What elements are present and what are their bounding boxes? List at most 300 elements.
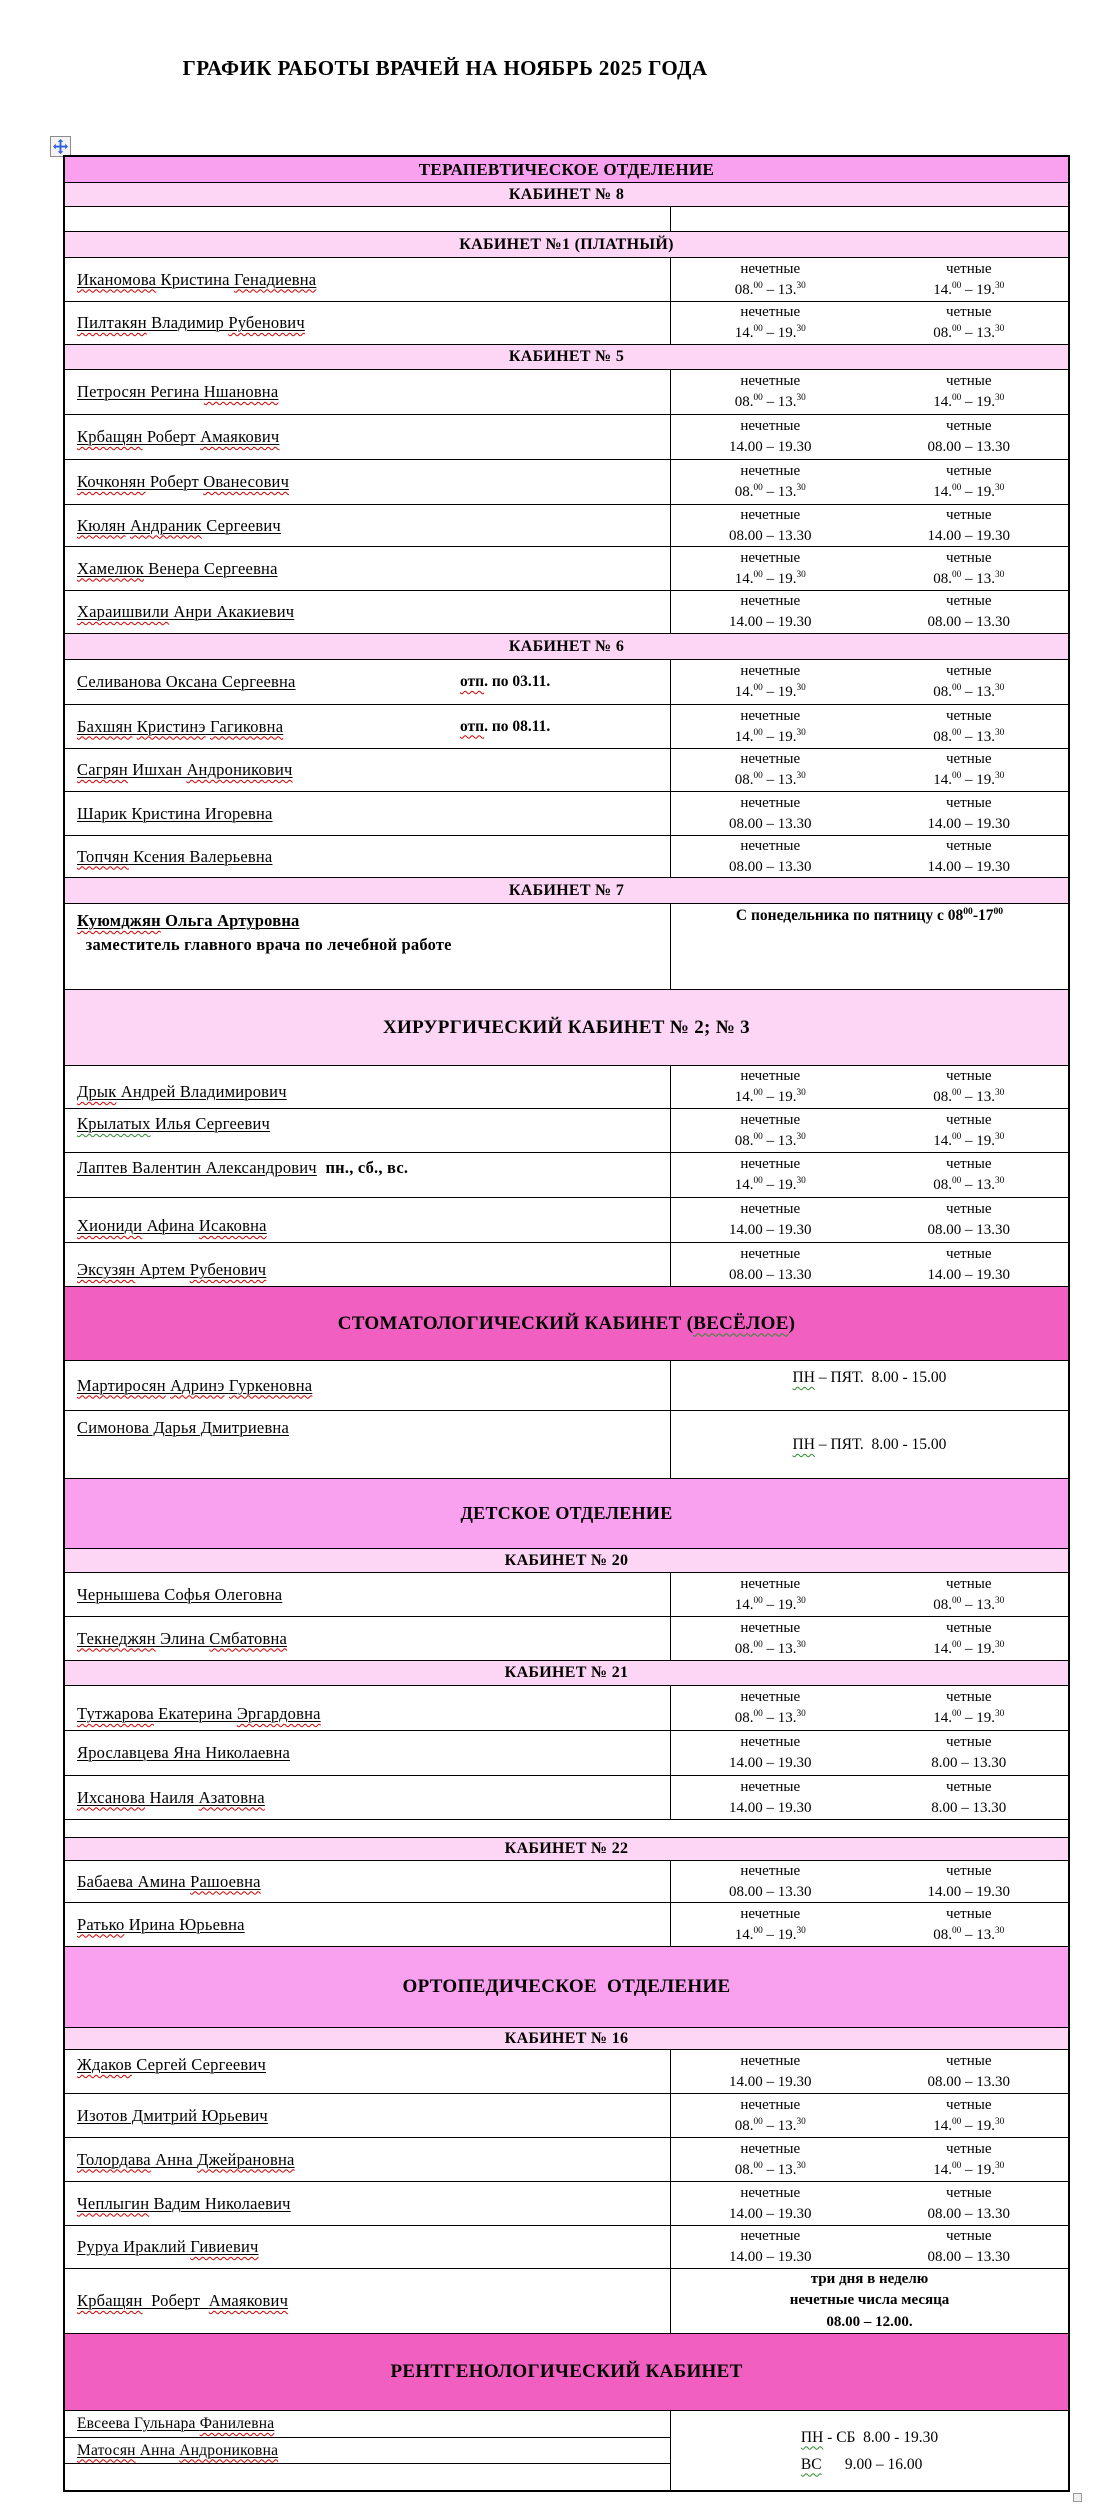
doctor-name: Селиванова Оксана Сергеевна	[77, 672, 296, 691]
section-band-label: ОРТОПЕДИЧЕСКОЕ ОТДЕЛЕНИЕ	[402, 1976, 731, 1997]
even-days-column	[870, 1573, 1069, 1616]
doctor-name: Изотов Дмитрий Юрьевич	[77, 2105, 268, 2125]
move-arrows-icon	[53, 139, 68, 154]
doctor-name-block	[77, 1416, 289, 1440]
schedule-text-cell	[671, 2411, 1068, 2490]
doctor-name-cell	[65, 1617, 671, 1660]
even-days-label: четные	[945, 593, 992, 609]
doctor-name-cell	[65, 460, 671, 504]
odd-days-time: 08.00 – 13.30	[734, 771, 806, 788]
schedule-cell	[671, 1731, 1068, 1775]
odd-days-column	[671, 1776, 870, 1819]
doctor-row	[65, 1731, 1068, 1776]
even-days-label: четные	[945, 663, 992, 679]
doctor-name: Толордава Анна Джейрановна	[77, 2149, 295, 2169]
odd-days-label: нечетные	[740, 1778, 801, 1795]
doctor-name: Крылатых Илья Сергеевич	[77, 1114, 271, 1133]
schedule-cell	[671, 660, 1068, 704]
even-days-time: 08.00 – 13.30	[933, 683, 1005, 700]
even-days-column	[870, 370, 1069, 414]
even-days-label: четные	[945, 2228, 992, 2244]
even-days-time: 14.00 – 19.30	[927, 858, 1010, 875]
odd-days-column	[671, 460, 870, 504]
document-title: ГРАФИК РАБОТЫ ВРАЧЕЙ НА НОЯБРЬ 2025 ГОДА	[182, 56, 708, 80]
even-days-time: 14.00 – 19.30	[933, 1639, 1005, 1657]
doctor-name-cell	[65, 2269, 671, 2333]
empty-name-cell	[65, 207, 671, 231]
doctor-name-subrow	[65, 2438, 670, 2465]
even-days-label: четные	[945, 751, 992, 767]
schedule-cell	[671, 749, 1068, 791]
odd-days-column	[671, 2182, 870, 2225]
odd-days-label: нечетные	[740, 418, 801, 434]
odd-days-time: 14.00 – 19.30	[734, 1925, 806, 1943]
doctor-name: Хамелюк Венера Сергеевна	[77, 558, 278, 578]
odd-days-time: 14.00 – 19.30	[729, 1222, 812, 1238]
doctor-row	[65, 749, 1068, 792]
odd-days-label: нечетные	[740, 1689, 801, 1705]
doctor-name: Куюмджян Ольга Артуровна	[77, 911, 300, 930]
even-days-label: четные	[945, 837, 992, 854]
odd-days-label: нечетные	[740, 304, 801, 320]
even-days-time: 08.00 – 13.30	[933, 1176, 1005, 1193]
section-band	[65, 1287, 1068, 1361]
even-days-time: 14.00 – 19.30	[933, 1709, 1005, 1726]
even-days-column	[870, 2138, 1069, 2181]
odd-days-time: 08.00 – 13.30	[729, 527, 812, 544]
even-days-label: четные	[945, 2096, 992, 2113]
odd-days-column	[671, 1731, 870, 1775]
even-days-label: четные	[945, 1905, 992, 1922]
odd-days-time: 14.00 – 19.30	[729, 2073, 812, 2090]
odd-days-column	[671, 415, 870, 459]
doctor-name: Тутжарова Екатерина Эргардовна	[77, 1704, 321, 1723]
doctor-row	[65, 505, 1068, 547]
section-band-label: ХИРУРГИЧЕСКИЙ КАБИНЕТ № 2; № 3	[383, 1016, 750, 1038]
even-days-time: 08.00 – 13.30	[927, 439, 1010, 455]
doctor-row	[65, 1776, 1068, 1820]
doctor-row	[65, 2050, 1068, 2094]
doctor-row	[65, 1066, 1068, 1109]
section-band	[65, 1661, 1068, 1686]
doctor-name-cell	[65, 1903, 671, 1946]
section-band	[65, 1838, 1068, 1861]
empty-schedule-cell	[671, 207, 1068, 231]
odd-days-time: 14.00 – 19.30	[734, 569, 806, 587]
odd-days-time: 08.00 – 13.30	[734, 483, 806, 500]
schedule-text-line: ВС 9.00 – 16.00	[800, 2455, 923, 2473]
doctor-row	[65, 1153, 1068, 1198]
schedule-cell	[671, 302, 1068, 344]
section-band-label: КАБИНЕТ № 16	[504, 2029, 629, 2047]
odd-days-column	[671, 1066, 870, 1108]
vacation-note: отп. по 08.11.	[460, 717, 551, 735]
odd-days-column	[671, 1861, 870, 1902]
even-days-label: четные	[945, 1068, 992, 1084]
even-days-time: 14.00 – 19.30	[933, 771, 1005, 788]
even-days-column	[870, 1776, 1069, 1819]
doctor-row	[65, 370, 1068, 415]
schedule-cell	[671, 370, 1068, 414]
odd-days-label: нечетные	[740, 707, 801, 724]
schedule-cell	[671, 1066, 1068, 1108]
doctor-name-cell	[65, 1731, 671, 1775]
even-days-label: четные	[945, 418, 992, 434]
odd-days-time: 08.00 – 13.30	[734, 1131, 806, 1149]
odd-days-time: 08.00 – 13.30	[729, 858, 812, 875]
table-move-handle[interactable]	[50, 136, 71, 157]
section-band-label: ТЕРАПЕВТИЧЕСКОЕ ОТДЕЛЕНИЕ	[418, 159, 715, 179]
doctor-name: Крбащян Роберт Амаякович	[77, 427, 280, 446]
odd-days-label: нечетные	[740, 1734, 801, 1750]
schedule-cell	[671, 1776, 1068, 1819]
doctor-name: Руруа Ираклий Гивиевич	[77, 2237, 259, 2256]
doctor-name-cell	[65, 660, 671, 704]
even-days-time: 08.00 – 13.30	[933, 569, 1005, 587]
even-days-time: 14.00 – 19.30	[927, 815, 1010, 832]
vacation-note: отп. по 03.11.	[460, 673, 551, 690]
doctor-name: Иканомова Кристина Генадиевна	[77, 269, 317, 289]
odd-days-column	[671, 591, 870, 633]
even-days-label: четные	[945, 707, 992, 724]
doctor-role: заместитель главного врача по лечебной работе	[77, 935, 452, 954]
section-band-label: КАБИНЕТ № 5	[508, 348, 625, 365]
odd-days-time: 14.00 – 19.30	[729, 439, 812, 455]
odd-days-time: 14.00 – 19.30	[729, 2205, 812, 2222]
schedule-cell	[671, 1903, 1068, 1946]
doctor-name-cell	[65, 415, 671, 459]
schedule-cell	[671, 1686, 1068, 1730]
even-days-time: 14.00 – 19.30	[933, 1131, 1005, 1149]
schedule-table	[63, 155, 1070, 2492]
doctor-name: Пилтакян Владимир Рубенович	[77, 313, 305, 332]
schedule-text-lines	[790, 2269, 950, 2334]
odd-days-time: 08.00 – 13.30	[729, 815, 812, 832]
schedule-cell	[671, 1573, 1068, 1616]
doctor-name-cell	[65, 1411, 671, 1478]
schedule-text-line: три дня в неделю	[810, 2270, 929, 2287]
schedule-cell	[671, 1198, 1068, 1242]
even-days-time: 08.00 – 13.30	[933, 1595, 1005, 1613]
table-resize-handle[interactable]	[1073, 2493, 1082, 2502]
odd-days-column	[671, 1903, 870, 1946]
even-days-column	[870, 460, 1069, 504]
even-days-time: 14.00 – 19.30	[927, 527, 1010, 544]
doctor-name: Топчян Ксения Валерьевна	[77, 846, 273, 866]
odd-days-column	[671, 2138, 870, 2181]
doctor-name-cell	[65, 1686, 671, 1730]
doctor-name-cell	[65, 1153, 671, 1197]
even-days-time: 14.00 – 19.30	[927, 1266, 1010, 1283]
even-days-column	[870, 258, 1069, 301]
doctor-name: Шарик Кристина Игоревна	[77, 803, 273, 823]
even-days-column	[870, 792, 1069, 835]
even-days-label: четные	[945, 1201, 992, 1217]
even-days-label: четные	[945, 1862, 992, 1879]
even-days-column	[870, 1153, 1069, 1197]
empty-row	[65, 207, 1068, 232]
section-band	[65, 232, 1068, 258]
odd-days-label: нечетные	[740, 1619, 801, 1636]
even-days-column	[870, 1731, 1069, 1775]
even-days-column	[870, 505, 1069, 546]
odd-days-label: нечетные	[740, 1111, 801, 1128]
doctor-row	[65, 1361, 1068, 1411]
even-days-label: четные	[945, 1689, 992, 1705]
odd-days-label: нечетные	[740, 1156, 801, 1172]
doctor-name-cell	[65, 1776, 671, 1819]
even-days-time: 08.00 – 13.30	[933, 1925, 1005, 1943]
schedule-cell	[671, 1243, 1068, 1286]
schedule-cell	[671, 836, 1068, 877]
odd-days-label: нечетные	[740, 663, 801, 679]
schedule-cell	[671, 460, 1068, 504]
odd-days-time: 14.00 – 19.30	[729, 2249, 812, 2265]
doctor-row	[65, 460, 1068, 505]
doctor-name: Эксузян Артем Рубенович	[77, 1260, 267, 1279]
schedule-cell	[671, 1861, 1068, 1902]
doctor-name-subrow	[65, 2411, 670, 2438]
doctor-row	[65, 1243, 1068, 1287]
doctor-row	[65, 792, 1068, 836]
even-days-column	[870, 1198, 1069, 1242]
schedule-text-line: нечетные числа месяца	[789, 2292, 950, 2309]
doctor-name-cell	[65, 792, 671, 835]
even-days-column	[870, 1109, 1069, 1152]
even-days-column	[870, 1861, 1069, 1902]
doctor-name: Кочконян Роберт Ованесович	[77, 472, 290, 491]
section-band	[65, 157, 1068, 183]
schedule-cell	[671, 2094, 1068, 2137]
doctor-name: Симонова Дарья Дмитриевна	[77, 1418, 289, 1437]
doctor-row	[65, 1903, 1068, 1947]
doctor-name-cell	[65, 1198, 671, 1242]
even-days-time: 14.00 – 19.30	[933, 2160, 1005, 2178]
odd-days-column	[671, 1573, 870, 1616]
doctor-name: Хараишвили Анри Акакиевич	[77, 602, 295, 621]
even-days-label: четные	[945, 506, 992, 523]
section-band-label: РЕНТГЕНОЛОГИЧЕСКИЙ КАБИНЕТ	[390, 2361, 743, 2382]
odd-days-time: 14.00 – 19.30	[734, 683, 806, 700]
doctor-name: Мартиросян Адринэ Гуркеновна	[77, 1375, 313, 1395]
doctor-name: Чернышева Софья Олеговна	[77, 1584, 283, 1604]
even-days-label: четные	[945, 1619, 992, 1636]
schedule-cell	[671, 547, 1068, 590]
even-days-label: четные	[945, 549, 992, 566]
odd-days-label: нечетные	[740, 373, 801, 389]
even-days-label: четные	[945, 1575, 992, 1592]
odd-days-label: нечетные	[740, 1575, 801, 1592]
even-days-label: четные	[945, 2140, 992, 2157]
doctor-row	[65, 415, 1068, 460]
doctor-name-cell	[65, 302, 671, 344]
even-days-column	[870, 749, 1069, 791]
doctor-name-cell	[65, 904, 671, 989]
odd-days-label: нечетные	[740, 2052, 801, 2069]
odd-days-time: 14.00 – 19.30	[729, 614, 812, 630]
odd-days-column	[671, 792, 870, 835]
odd-days-time: 08.00 – 13.30	[734, 1709, 806, 1726]
odd-days-time: 14.00 – 19.30	[734, 1595, 806, 1613]
odd-days-column	[671, 2226, 870, 2268]
even-days-label: четные	[945, 1245, 992, 1262]
doctor-name: Матосян Анна Андрониковна	[77, 2441, 279, 2459]
even-days-column	[870, 1617, 1069, 1660]
even-days-time: 8.00 – 13.30	[931, 1755, 1007, 1771]
even-days-time: 14.00 – 19.30	[933, 280, 1005, 298]
schedule-cell	[671, 2226, 1068, 2268]
odd-days-column	[671, 1686, 870, 1730]
schedule-text-line: 08.00 – 12.00.	[826, 2313, 913, 2330]
odd-days-label: нечетные	[740, 593, 801, 609]
schedule-text-cell: ПН – ПЯТ. 8.00 - 15.00	[792, 1369, 947, 1386]
doctor-name-cell	[65, 1109, 671, 1152]
doctor-names-column	[65, 2411, 671, 2490]
odd-days-label: нечетные	[740, 463, 801, 479]
even-days-label: четные	[945, 1734, 992, 1750]
even-days-column	[870, 2050, 1069, 2093]
odd-days-column	[671, 660, 870, 704]
odd-days-time: 08.00 – 13.30	[734, 1639, 806, 1657]
odd-days-time: 14.00 – 19.30	[729, 1799, 812, 1816]
odd-days-label: нечетные	[740, 837, 801, 854]
doctor-name-cell	[65, 1861, 671, 1902]
even-days-column	[870, 1686, 1069, 1730]
doctor-name-cell	[65, 2050, 671, 2093]
odd-days-time: 08.00 – 13.30	[734, 393, 806, 410]
doctor-name: Бахшян Кристинэ Гагиковна	[77, 716, 284, 736]
doctor-name-cell	[65, 547, 671, 590]
doctor-name-cell	[65, 2094, 671, 2137]
odd-days-label: нечетные	[740, 1245, 801, 1262]
odd-days-time: 08.00 – 13.30	[734, 280, 806, 298]
even-days-label: четные	[945, 794, 992, 811]
even-days-time: 08.00 – 13.30	[927, 2205, 1010, 2222]
even-days-label: четные	[945, 2184, 992, 2201]
even-days-column	[870, 591, 1069, 633]
schedule-text-cell	[671, 2269, 1068, 2333]
doctor-name-cell	[65, 591, 671, 633]
section-band-label: КАБИНЕТ № 6	[508, 637, 625, 655]
odd-days-label: нечетные	[740, 260, 801, 277]
schedule-cell	[671, 2182, 1068, 2225]
doctor-name-cell	[65, 2182, 671, 2225]
doctor-name: Ратько Ирина Юрьевна	[77, 1914, 245, 1934]
even-days-time: 08.00 – 13.30	[927, 2073, 1010, 2090]
doctor-row	[65, 2411, 1068, 2490]
even-days-column	[870, 2182, 1069, 2225]
schedule-cell	[671, 705, 1068, 748]
doctor-name-cell	[65, 836, 671, 877]
odd-days-time: 14.00 – 19.30	[734, 727, 806, 745]
odd-days-time: 08.00 – 13.30	[734, 2116, 806, 2134]
even-days-time: 14.00 – 19.30	[933, 483, 1005, 500]
odd-days-label: нечетные	[740, 794, 801, 811]
section-band	[65, 1549, 1068, 1573]
section-band	[65, 1479, 1068, 1549]
even-days-column	[870, 1243, 1069, 1286]
odd-days-column	[671, 1153, 870, 1197]
section-band-label: КАБИНЕТ № 20	[504, 1551, 629, 1569]
doctor-name-cell	[65, 2138, 671, 2181]
schedule-cell	[671, 505, 1068, 546]
odd-days-time: 08.00 – 13.30	[729, 1266, 812, 1283]
odd-days-label: нечетные	[740, 2184, 801, 2201]
section-band-label: КАБИНЕТ № 21	[504, 1664, 629, 1681]
even-days-label: четные	[945, 1778, 992, 1795]
section-band-label: КАБИНЕТ №1 (ПЛАТНЫЙ)	[459, 235, 674, 253]
even-days-time: 14.00 – 19.30	[933, 393, 1005, 410]
even-days-column	[870, 302, 1069, 344]
even-days-column	[870, 415, 1069, 459]
odd-days-column	[671, 705, 870, 748]
doctor-name-cell	[65, 2226, 671, 2268]
even-days-column	[870, 2226, 1069, 2268]
doctor-name: Евсеева Гульнара Фанилевна	[77, 2414, 275, 2432]
doctor-name-block	[77, 909, 660, 957]
odd-days-column	[671, 505, 870, 546]
section-band	[65, 2334, 1068, 2411]
doctor-row	[65, 1686, 1068, 1731]
doctor-row	[65, 2094, 1068, 2138]
even-days-column	[870, 836, 1069, 877]
schedule-cell	[671, 1109, 1068, 1152]
doctor-row	[65, 591, 1068, 634]
doctor-row	[65, 904, 1068, 990]
odd-days-column	[671, 836, 870, 877]
doctor-name-cell	[65, 370, 671, 414]
doctor-name: Сагрян Ишхан Андроникович	[77, 760, 293, 779]
odd-days-label: нечетные	[740, 1862, 801, 1879]
even-days-column	[870, 660, 1069, 704]
even-days-label: четные	[945, 373, 992, 389]
doctor-name-cell	[65, 258, 671, 301]
schedule-cell	[671, 591, 1068, 633]
odd-days-time: 08.00 – 13.30	[729, 1883, 812, 1900]
doctor-name: Текнеджян Элина Смбатовна	[77, 1628, 288, 1648]
doctor-row	[65, 1198, 1068, 1243]
even-days-time: 8.00 – 13.30	[931, 1799, 1007, 1816]
even-days-time: 14.00 – 19.30	[933, 2116, 1005, 2134]
doctor-row	[65, 2182, 1068, 2226]
doctor-name: Ихсанова Наиля Азатовна	[77, 1787, 265, 1807]
even-days-time: 08.00 – 13.30	[933, 324, 1005, 341]
doctor-name-cell	[65, 749, 671, 791]
even-days-column	[870, 2094, 1069, 2137]
odd-days-label: нечетные	[740, 2096, 801, 2113]
odd-days-time: 14.00 – 19.30	[734, 1176, 806, 1193]
doctor-name-cell	[65, 1573, 671, 1616]
doctor-row	[65, 1411, 1068, 1479]
doctor-name: Кюлян Андраник Сергеевич	[77, 515, 281, 535]
schedule-cell	[671, 2050, 1068, 2093]
section-band	[65, 345, 1068, 370]
doctor-name: Лаптев Валентин Александрович пн., сб., вс.	[77, 1158, 409, 1177]
odd-days-label: нечетные	[740, 1201, 801, 1217]
odd-days-time: 14.00 – 19.30	[734, 324, 806, 341]
doctor-row	[65, 2226, 1068, 2269]
section-band	[65, 634, 1068, 660]
doctor-row	[65, 1109, 1068, 1153]
doctor-name-cell	[65, 505, 671, 546]
doctor-row	[65, 547, 1068, 591]
schedule-text-line: ПН - СБ 8.00 - 19.30	[800, 2428, 939, 2446]
doctor-row	[65, 2269, 1068, 2334]
doctor-name: Дрык Андрей Владимирович	[77, 1082, 287, 1101]
even-days-label: четные	[945, 1156, 992, 1172]
even-days-column	[870, 1066, 1069, 1108]
empty-subrow	[65, 2464, 670, 2490]
